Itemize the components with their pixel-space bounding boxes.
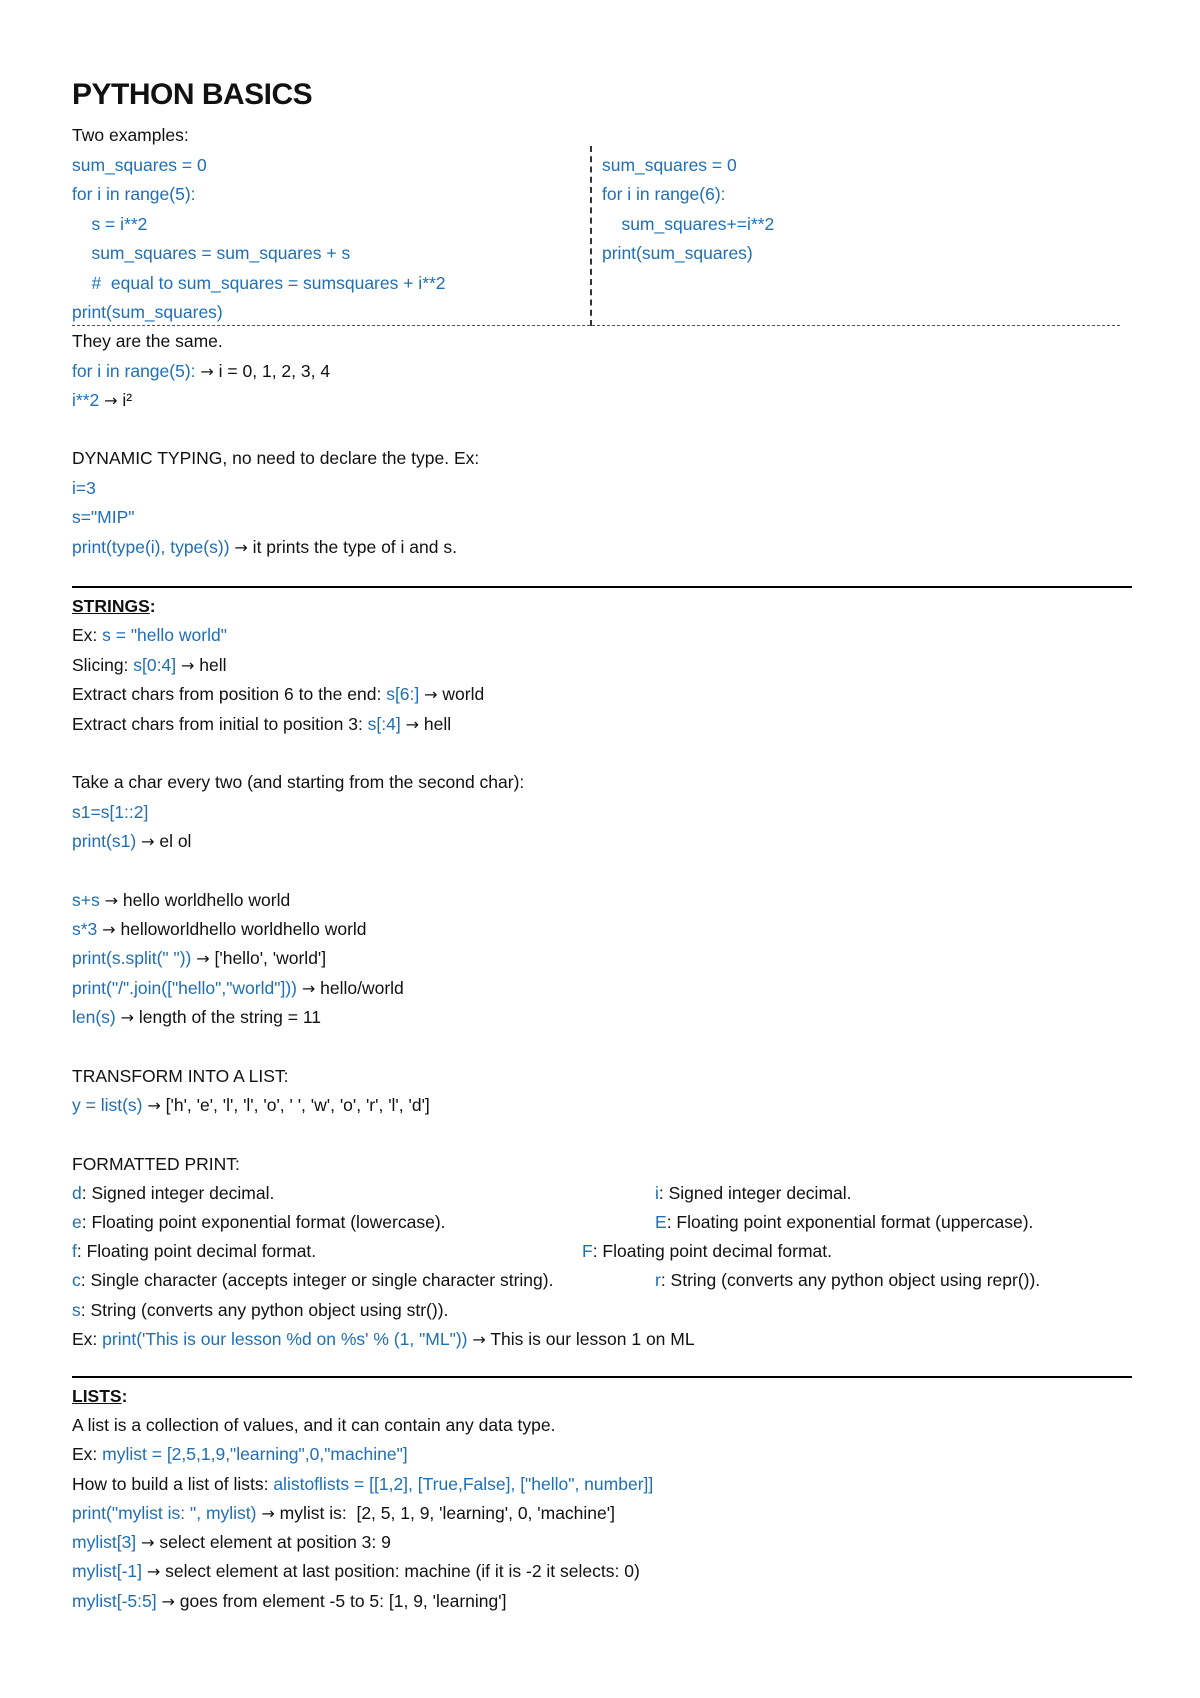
range-result: i = 0, 1, 2, 3, 4 <box>213 361 331 381</box>
section-divider <box>72 586 1132 588</box>
left-code-line: print(sum_squares) <box>72 302 223 322</box>
same-note: They are the same. <box>72 331 223 351</box>
formatted-heading: FORMATTED PRINT: <box>72 1154 240 1174</box>
format-item: E: Floating point exponential format (uppercase). <box>655 1212 1034 1232</box>
arrow-icon: → <box>180 656 195 675</box>
list-heading: TRANSFORM INTO A LIST: <box>72 1066 289 1086</box>
left-code-line: # equal to sum_squares = sumsquares + i**2 <box>72 272 446 293</box>
intro-label: Two examples: <box>72 125 189 145</box>
left-code-line: s = i**2 <box>72 213 148 234</box>
every-two-line: Take a char every two (and starting from the second char): <box>72 772 525 792</box>
extract2-line: Extract chars from initial to position 3: s[:4] → hell <box>72 714 452 734</box>
list-line: y = list(s) → ['h', 'e', 'l', 'l', 'o', ' ', 'w', 'o', 'r', 'l', 'd'] <box>72 1095 430 1115</box>
format-item: f: Floating point decimal format. <box>72 1241 317 1261</box>
arrow-icon: → <box>196 949 210 968</box>
left-code-line: for i in range(5): <box>72 184 196 205</box>
right-code-line: sum_squares+=i**2 <box>602 213 775 234</box>
dynamic-line: i=3 <box>72 478 96 498</box>
format-item: r: String (converts any python object using repr()). <box>655 1270 1041 1290</box>
strings-ex-code: s = "hello world" <box>102 625 227 645</box>
dynamic-print-result: it prints the type of i and s. <box>247 537 457 557</box>
arrow-icon: → <box>200 362 214 381</box>
strings-heading-line: STRINGS: <box>72 596 156 616</box>
lists-heading: LISTS <box>72 1386 122 1406</box>
split-line: print(s.split(" ")) → ['hello', 'world'] <box>72 948 327 968</box>
format-item: i: Signed integer decimal. <box>655 1183 852 1203</box>
right-code-line: sum_squares = 0 <box>602 155 737 175</box>
pow-result: i² <box>117 390 133 410</box>
mult-line: s*3 → helloworldhello worldhello world <box>72 919 367 939</box>
lists-heading-line: LISTS: <box>72 1386 128 1406</box>
arrow-icon: → <box>120 1008 135 1027</box>
arrow-icon: → <box>261 1504 275 1523</box>
range-line <box>72 360 330 383</box>
slicing-line: Slicing: s[0:4] → hell <box>72 655 227 675</box>
strings-ex-line: Ex: s = "hello world" <box>72 625 227 645</box>
arrow-icon: → <box>472 1330 486 1349</box>
format-example-line: Ex: print('This is our lesson %d on %s' % (1, "ML")) → This is our lesson 1 on ML <box>72 1329 695 1349</box>
format-item: e: Floating point exponential format (lowercase). <box>72 1212 446 1232</box>
lists-idx3-line: mylist[3] → select element at position 3: 9 <box>72 1532 391 1552</box>
arrow-icon: → <box>161 1592 175 1611</box>
right-code-line: for i in range(6): <box>602 184 726 205</box>
format-item: s: String (converts any python object using str()). <box>72 1300 449 1320</box>
pow-line <box>72 389 132 412</box>
arrow-icon: → <box>147 1096 161 1115</box>
dynamic-print-code: print(type(i), type(s)) <box>72 537 230 557</box>
s1-code: s1=s[1::2] <box>72 802 149 822</box>
dashed-divider <box>72 325 1120 326</box>
arrow-icon: → <box>102 920 116 939</box>
pow-code: i**2 <box>72 390 100 410</box>
concat-line: s+s → hello worldhello world <box>72 890 291 910</box>
lists-idxm1-line: mylist[-1] → select element at last position: machine (if it is -2 it selects: 0) <box>72 1561 640 1581</box>
format-item: c: Single character (accepts integer or single character string). <box>72 1270 554 1290</box>
len-line: len(s) → length of the string = 11 <box>72 1007 322 1027</box>
arrow-icon: → <box>141 1533 155 1552</box>
lists-ex-line: Ex: mylist = [2,5,1,9,"learning",0,"machine"] <box>72 1444 408 1464</box>
arrow-icon: → <box>405 715 420 734</box>
join-line: print("/".join(["hello","world"])) → hello/world <box>72 978 404 998</box>
left-code-line: sum_squares = 0 <box>72 155 207 175</box>
format-item: d: Signed integer decimal. <box>72 1183 275 1203</box>
extract1-line: Extract chars from position 6 to the end: s[6:] → world <box>72 684 485 704</box>
dynamic-print-line <box>72 536 457 559</box>
lists-slice-line: mylist[-5:5] → goes from element -5 to 5: [1, 9, 'learning'] <box>72 1591 507 1611</box>
right-code-line: print(sum_squares) <box>602 243 753 264</box>
arrow-icon: → <box>301 979 316 998</box>
arrow-icon: → <box>424 685 438 704</box>
arrow-icon: → <box>141 832 155 851</box>
section-divider <box>72 1376 1132 1378</box>
strings-heading: STRINGS <box>72 596 150 616</box>
arrow-icon: → <box>104 891 119 910</box>
dynamic-line: s="MIP" <box>72 507 135 527</box>
arrow-icon: → <box>104 391 118 410</box>
page-title: PYTHON BASICS <box>72 78 313 111</box>
dynamic-heading: DYNAMIC TYPING, no need to declare the type. Ex: <box>72 448 480 468</box>
arrow-icon: → <box>234 538 248 557</box>
left-code-line: sum_squares = sum_squares + s <box>72 243 351 264</box>
range-code: for i in range(5): <box>72 361 196 381</box>
format-item: F: Floating point decimal format. <box>582 1241 832 1261</box>
arrow-icon: → <box>146 1562 161 1581</box>
print-s1-line: print(s1) → el ol <box>72 831 192 851</box>
column-divider <box>590 146 592 326</box>
lists-print-line: print("mylist is: ", mylist) → mylist is: [2, 5, 1, 9, 'learning', 0, 'machine'] <box>72 1503 615 1523</box>
lists-build-line: How to build a list of lists: alistoflists = [[1,2], [True,False], ["hello", number]] <box>72 1474 654 1494</box>
lists-desc: A list is a collection of values, and it can contain any data type. <box>72 1415 556 1435</box>
